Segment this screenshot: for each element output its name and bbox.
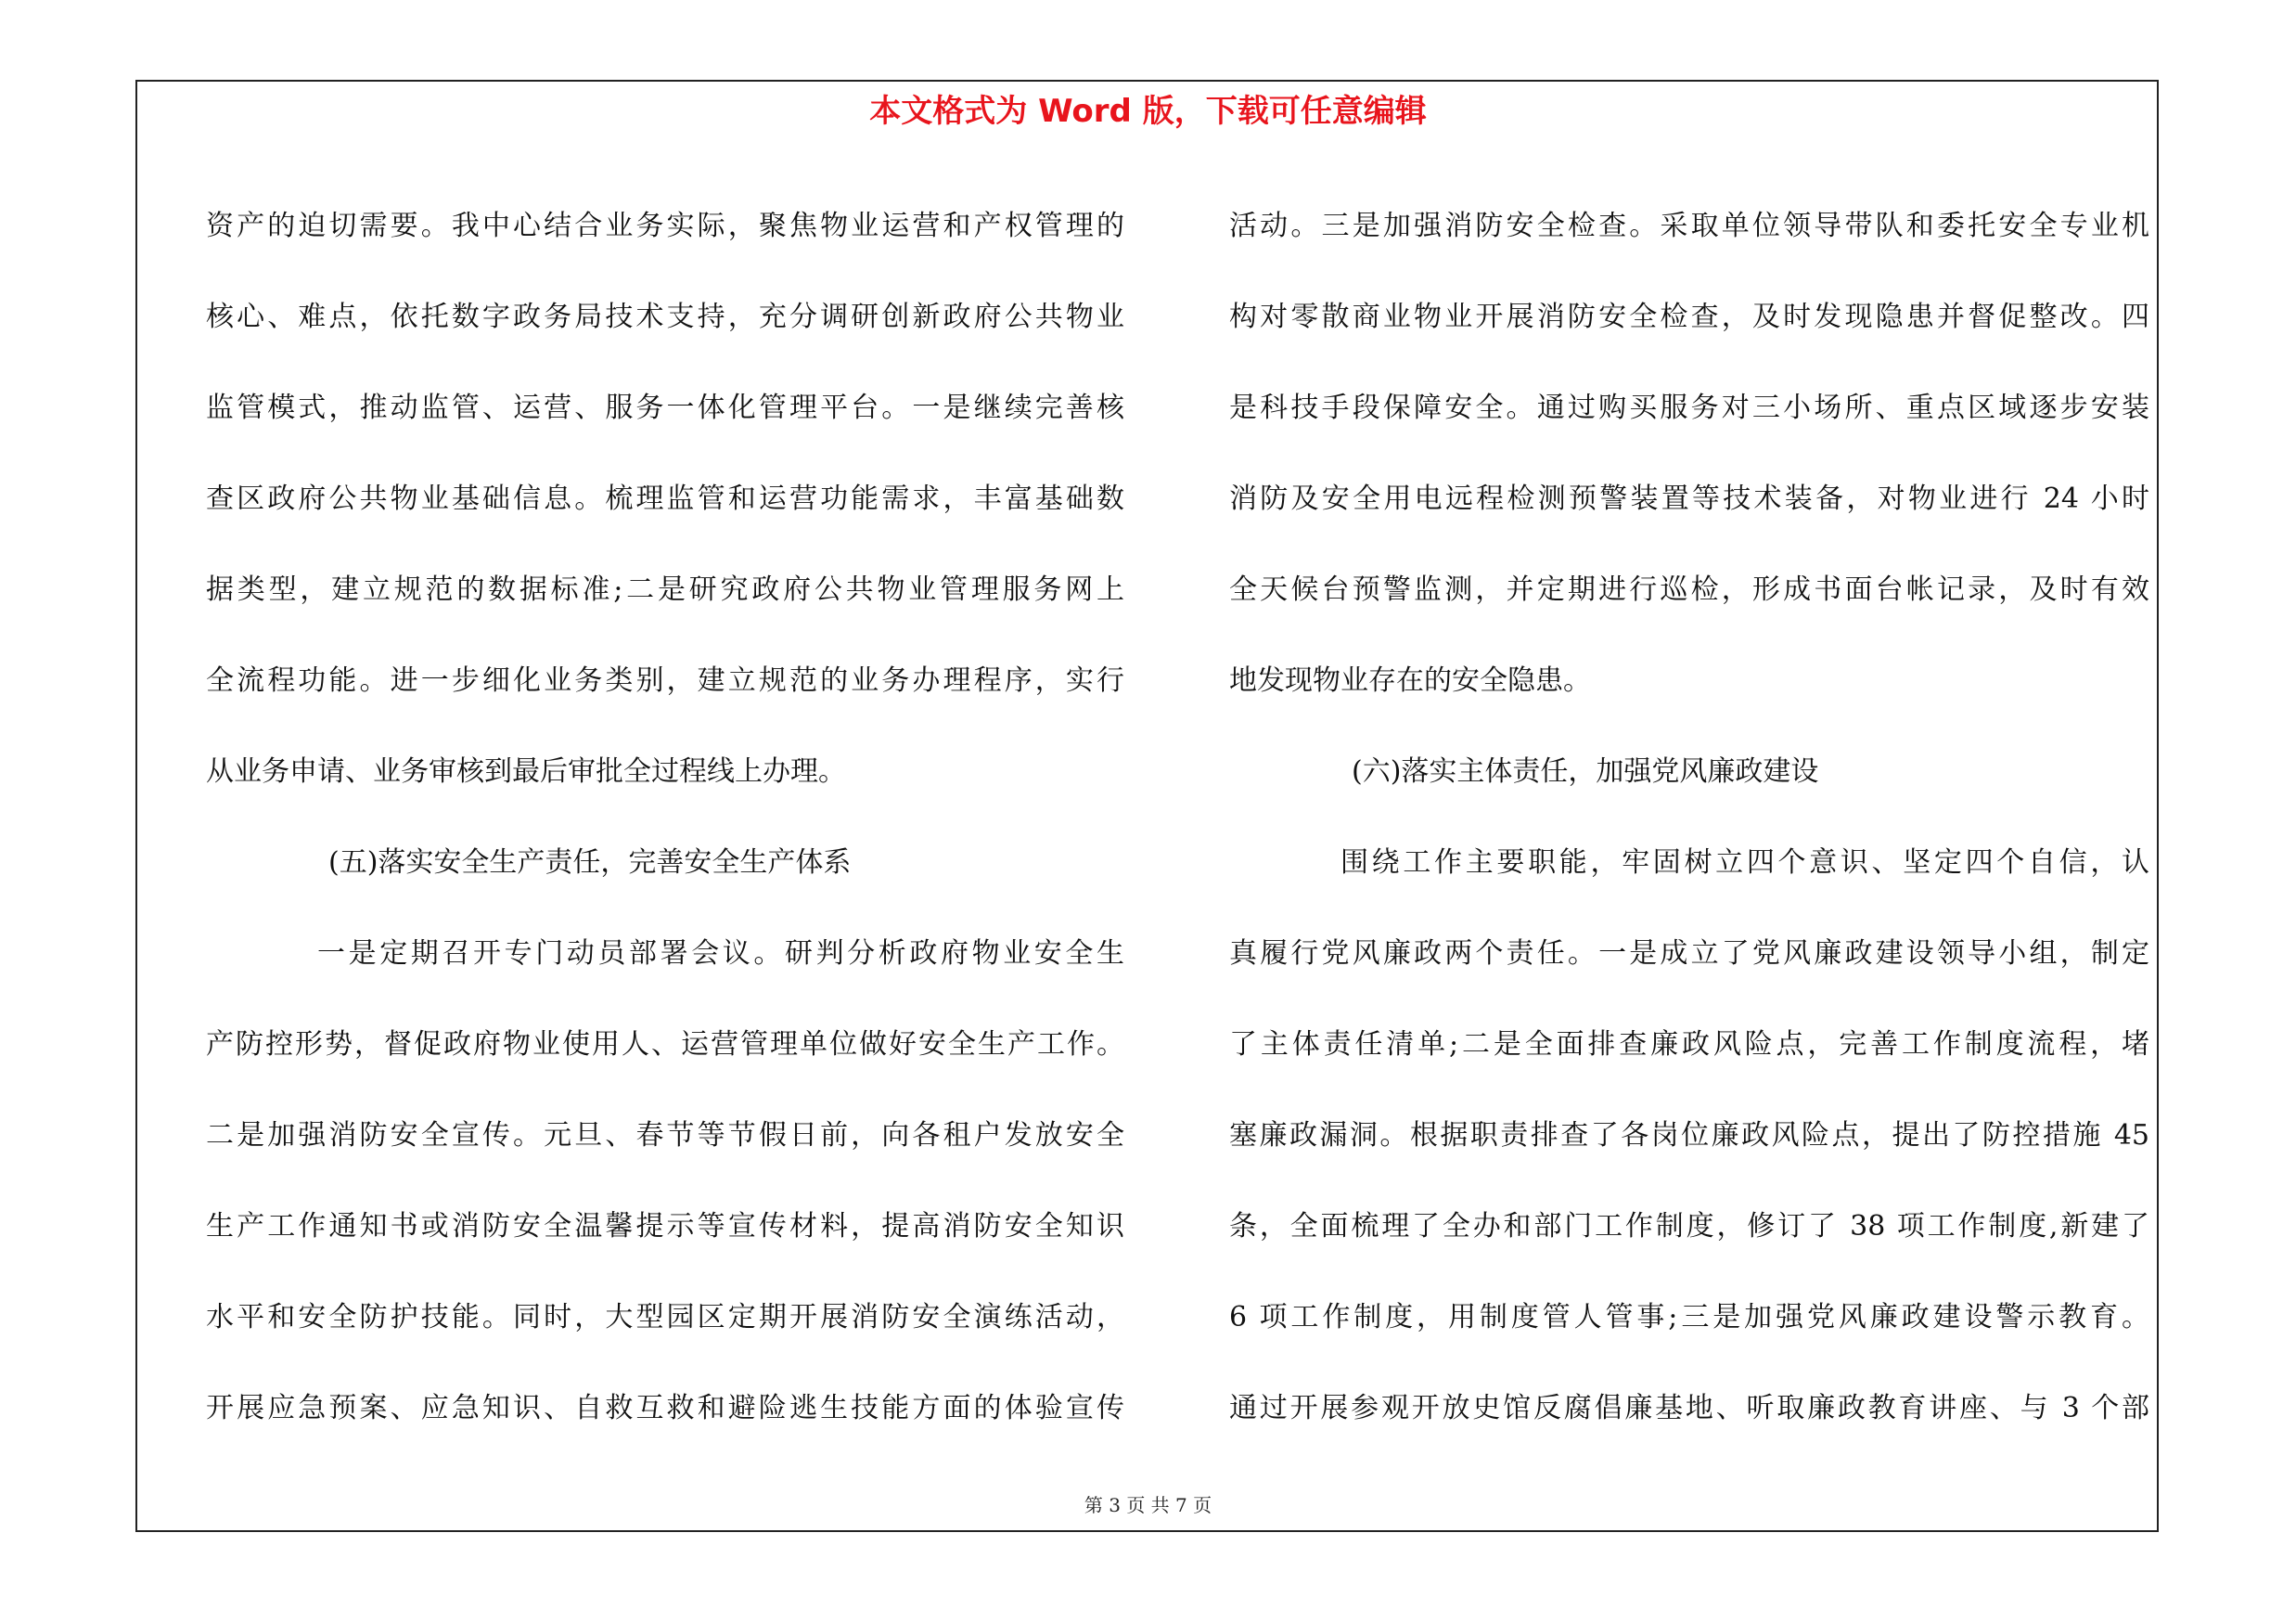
left-column <box>206 181 1124 1454</box>
text-line: 真履行党风廉政两个责任。一是成立了党风廉政建设领导小组，制定 <box>1229 937 2149 970</box>
text-line: 查区政府公共物业基础信息。梳理监管和运营功能需求，丰富基础数 <box>206 483 1124 515</box>
text-line: 了主体责任清单;二是全面排查廉政风险点，完善工作制度流程，堵 <box>1229 1028 2149 1061</box>
text-line: 资产的迫切需要。我中心结合业务实际，聚焦物业运营和产权管理的 <box>206 210 1124 242</box>
text-line: 据类型，建立规范的数据标准;二是研究政府公共物业管理服务网上 <box>206 573 1124 606</box>
text-line: 水平和安全防护技能。同时，大型园区定期开展消防安全演练活动， <box>206 1301 1124 1333</box>
text-line: 监管模式，推动监管、运营、服务一体化管理平台。一是继续完善核 <box>206 392 1124 424</box>
text-line: 6 项工作制度，用制度管人管事;三是加强党风廉政建设警示教育。 <box>1229 1301 2149 1333</box>
section-heading: (六)落实主体责任，加强党风廉政建设 <box>1352 755 1819 788</box>
text-line: 产防控形势，督促政府物业使用人、运营管理单位做好安全生产工作。 <box>206 1028 1124 1061</box>
text-line: 构对零散商业物业开展消防安全检查，及时发现隐患并督促整改。四 <box>1229 301 2149 333</box>
text-line: 核心、难点，依托数字政务局技术支持，充分调研创新政府公共物业 <box>206 301 1124 333</box>
right-column <box>1229 181 2149 1454</box>
text-line: 全天候台预警监测，并定期进行巡检，形成书面台帐记录，及时有效 <box>1229 573 2149 606</box>
text-line: 是科技手段保障安全。通过购买服务对三小场所、重点区域逐步安装 <box>1229 392 2149 424</box>
text-line: 条，全面梳理了全办和部门工作制度，修订了 38 项工作制度,新建了 <box>1229 1210 2149 1243</box>
text-line: 围绕工作主要职能，牢固树立四个意识、坚定四个自信，认 <box>1340 846 2149 879</box>
text-line: 地发现物业存在的安全隐患。 <box>1229 664 1591 697</box>
format-banner: 本文格式为 Word 版，下载可任意编辑 <box>869 93 1427 130</box>
text-line: 塞廉政漏洞。根据职责排查了各岗位廉政风险点，提出了防控措施 45 <box>1229 1119 2149 1152</box>
text-line: 开展应急预案、应急知识、自救互救和避险逃生技能方面的体验宣传 <box>206 1392 1124 1424</box>
text-line: 全流程功能。进一步细化业务类别，建立规范的业务办理程序，实行 <box>206 664 1124 697</box>
page-number-footer: 第 3 页 共 7 页 <box>1084 1494 1212 1516</box>
section-heading: (五)落实安全生产责任，完善安全生产体系 <box>328 846 852 879</box>
text-line: 消防及安全用电远程检测预警装置等技术装备，对物业进行 24 小时 <box>1229 483 2149 515</box>
text-line: 通过开展参观开放史馆反腐倡廉基地、听取廉政教育讲座、与 3 个部 <box>1229 1392 2149 1424</box>
text-line: 一是定期召开专门动员部署会议。研判分析政府物业安全生 <box>317 937 1124 970</box>
text-line: 活动。三是加强消防安全检查。采取单位领导带队和委托安全专业机 <box>1229 210 2149 242</box>
text-line: 从业务申请、业务审核到最后审批全过程线上办理。 <box>206 755 846 788</box>
text-line: 二是加强消防安全宣传。元旦、春节等节假日前，向各租户发放安全 <box>206 1119 1124 1152</box>
text-line: 生产工作通知书或消防安全温馨提示等宣传材料，提高消防安全知识 <box>206 1210 1124 1243</box>
